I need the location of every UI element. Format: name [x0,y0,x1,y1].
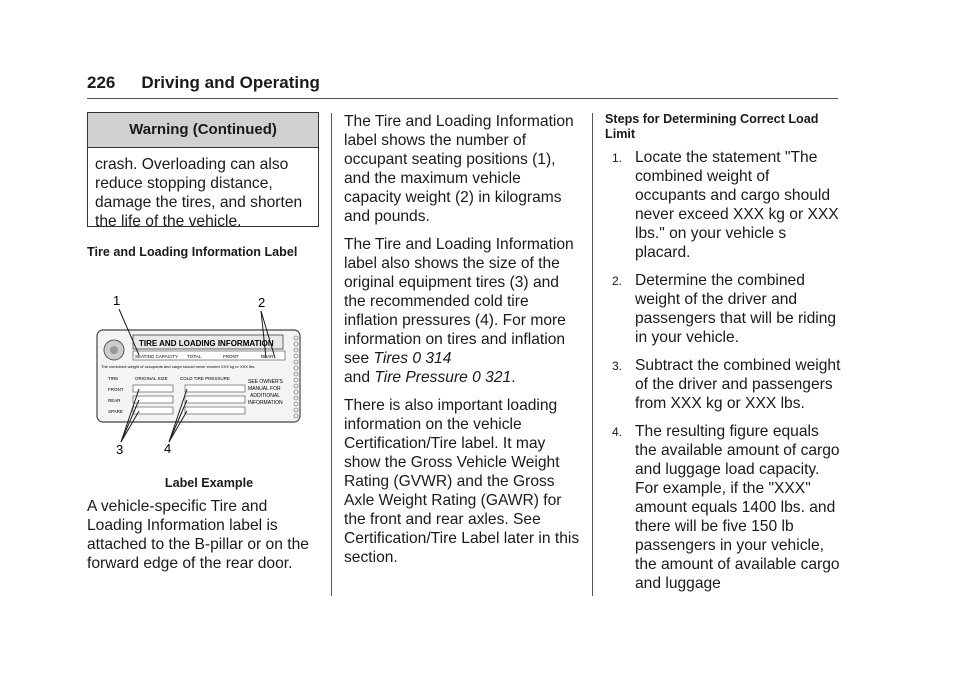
svg-text:SPARE: SPARE [108,409,123,414]
step-text: Subtract the combined weight of the driver and passengers from XXX kg or XXX lbs. [635,357,841,412]
steps-list [605,148,841,593]
step-number: 4. [612,425,623,439]
svg-text:INFORMATION: INFORMATION [248,400,283,406]
svg-text:FRONT: FRONT [108,387,124,392]
callout-1: 1 [113,293,121,308]
callout-4: 4 [164,441,172,456]
svg-text:TIRE: TIRE [108,376,119,381]
warning-body: crash. Overloading can also reduce stopping distance, damage the tires, and shorten the life of the vehicle. [95,156,303,230]
tire-pressure-link[interactable]: Tire Pressure [374,369,468,386]
step-text: The resulting figure equals the available amount of cargo and luggage load capacity. For example, if the "XXX" amount equals 1400 lbs. and there will be five 150 lb passengers in your vehicle, the amount of available cargo and luggage [635,423,840,592]
svg-text:TOTAL: TOTAL [187,354,202,359]
tire-pressure-page-ref: 0 321 [472,369,512,386]
column-divider-2 [592,113,593,596]
callout-3: 3 [116,442,124,457]
column-divider-1 [331,113,332,596]
page-header [87,73,320,93]
warning-title: Warning (Continued) [88,113,318,148]
step-item [605,271,841,347]
column-2 [344,112,580,576]
callout-2: 2 [258,295,266,310]
svg-text:MANUAL FOR: MANUAL FOR [248,386,281,392]
col2-paragraph-2: The Tire and Loading Information label also shows the size of the original equipment tires (3) and the recommended cold tire inflation pressures (4). For more information on tires and inflation see Tires 0 314 and Tire Pressure 0 321. [344,236,574,386]
svg-text:FRONT: FRONT [223,354,239,359]
header-rule [87,98,838,99]
step-number: 2. [612,274,623,288]
page-number: 226 [87,73,116,92]
label-statement: The combined weight of occupants and cargo should never exceed XXX kg or XXX lbs. [101,364,256,369]
svg-text:REAR: REAR [261,354,274,359]
svg-text:ORIGINAL SIZE: ORIGINAL SIZE [135,376,168,381]
step-number: 1. [612,151,623,165]
svg-text:SEATING CAPACITY: SEATING CAPACITY [135,354,178,359]
col2-paragraph-3: There is also important loading information on the vehicle Certification/Tire label. It may show the Gross Vehicle Weight Rating (GVWR) and the Gross Axle Weight Rating (GAWR) for the front and rear axles. See Certification/Tire Label later in this section. [344,397,580,566]
tires-link[interactable]: Tires [373,350,408,367]
warning-box [87,112,319,230]
label-title: TIRE AND LOADING INFORMATION [139,339,274,348]
step-text: Determine the combined weight of the driver and passengers that will be riding in your vehicle. [635,272,837,346]
svg-text:COLD TIRE PRESSURE: COLD TIRE PRESSURE [180,376,230,381]
svg-text:SEE OWNER'S: SEE OWNER'S [248,379,283,385]
svg-text:ADDITIONAL: ADDITIONAL [250,393,281,399]
tire-label-figure [95,292,310,462]
step-item [605,356,841,413]
col1-paragraph: A vehicle-specific Tire and Loading Information label is attached to the B-pillar or on the forward edge of the rear door. [87,498,309,572]
col2-paragraph-1: The Tire and Loading Information label shows the number of occupant seating positions (1), and the maximum vehicle capacity weight (2) in kilograms and pounds. [344,113,574,225]
svg-text:REAR: REAR [108,398,121,403]
steps-subhead: Steps for Determining Correct Load Limit [605,112,819,141]
step-item [605,148,841,262]
section-title: Driving and Operating [141,73,320,92]
step-text: Locate the statement "The combined weight of occupants and cargo should never exceed XXX kg or XXX lbs." on your vehicle s placard. [635,149,839,261]
step-number: 3. [612,359,623,373]
figure-caption: Label Example [164,476,254,490]
label-subhead: Tire and Loading Information Label [87,245,298,259]
column-3 [605,148,841,602]
tires-page-ref: 0 314 [412,350,452,367]
step-item [605,422,841,593]
